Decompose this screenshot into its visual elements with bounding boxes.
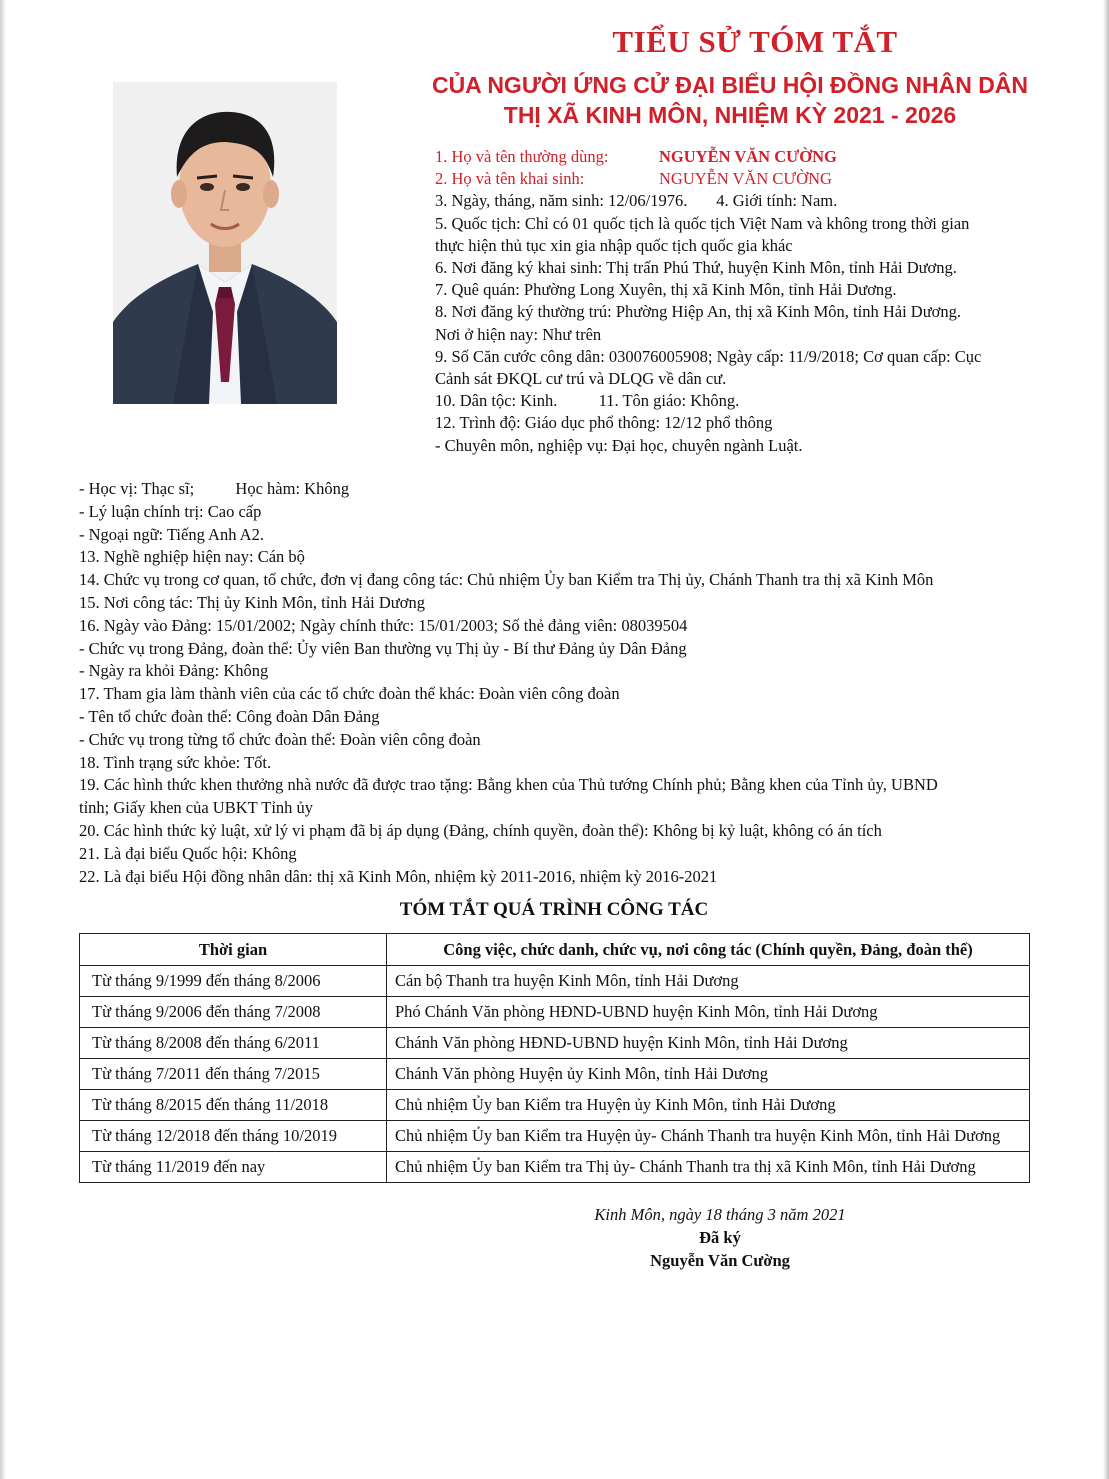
position-cell: Chủ nhiệm Ủy ban Kiểm tra Huyện ủy- Chánh Thanh tra huyện Kinh Môn, tỉnh Hải Dương bbox=[387, 1121, 1030, 1152]
period-cell: Từ tháng 9/1999 đến tháng 8/2006 bbox=[80, 966, 387, 997]
table-row bbox=[80, 966, 1030, 997]
academic-title: Học hàm: Không bbox=[235, 479, 350, 498]
national-assembly-delegate: 21. Là đại biểu Quốc hội: Không bbox=[79, 843, 297, 863]
education-level: 12. Trình độ: Giáo dục phổ thông: 12/12 phổ thông bbox=[435, 413, 773, 433]
position-cell: Chánh Văn phòng Huyện ủy Kinh Môn, tỉnh Hải Dương bbox=[387, 1059, 1030, 1090]
subtitle-line-2: THỊ XÃ KINH MÔN, NHIỆM KỲ 2021 - 2026 bbox=[503, 102, 957, 128]
birth-gender-row bbox=[435, 190, 1035, 212]
other-organizations: 17. Tham gia làm thành viên của các tổ chức đoàn thể khác: Đoàn viên công đoàn bbox=[79, 684, 620, 704]
awards-line-2: tỉnh; Giấy khen của UBKT Tỉnh ủy bbox=[79, 798, 314, 818]
hometown: 7. Quê quán: Phường Long Xuyên, thị xã Kinh Môn, tỉnh Hải Dương. bbox=[435, 280, 897, 300]
name-birth-label: 2. Họ và tên khai sinh: bbox=[435, 169, 585, 189]
health-status: 18. Tình trạng sức khỏe: Tốt. bbox=[79, 752, 272, 772]
party-exit-date: - Ngày ra khỏi Đảng: Không bbox=[79, 661, 269, 681]
signed-note: Đã ký bbox=[699, 1228, 741, 1247]
place-date: Kinh Môn, ngày 18 tháng 3 năm 2021 bbox=[594, 1205, 846, 1224]
degree-row bbox=[79, 478, 1039, 501]
organization-name: - Tên tổ chức đoàn thể: Công đoàn Dân Đảng bbox=[79, 706, 380, 726]
period-cell: Từ tháng 7/2011 đến tháng 7/2015 bbox=[80, 1059, 387, 1090]
name-birth-value: NGUYỄN VĂN CƯỜNG bbox=[659, 169, 832, 189]
period-cell: Từ tháng 8/2008 đến tháng 6/2011 bbox=[80, 1028, 387, 1059]
political-theory: - Lý luận chính trị: Cao cấp bbox=[79, 501, 262, 521]
position-cell: Phó Chánh Văn phòng HĐND-UBND huyện Kinh Môn, tỉnh Hải Dương bbox=[387, 997, 1030, 1028]
page-edge-right bbox=[1103, 0, 1109, 1479]
header-position: Công việc, chức danh, chức vụ, nơi công tác (Chính quyền, Đảng, đoàn thể) bbox=[387, 934, 1030, 966]
ethnicity: 10. Dân tộc: Kinh. bbox=[435, 391, 558, 411]
portrait-photo bbox=[113, 82, 337, 404]
party-membership: 16. Ngày vào Đảng: 15/01/2002; Ngày chính thức: 15/01/2003; Số thẻ đảng viên: 08039504 bbox=[79, 615, 688, 635]
table-row bbox=[80, 1059, 1030, 1090]
table-row bbox=[80, 1090, 1030, 1121]
birth-date: 3. Ngày, tháng, năm sinh: 12/06/1976. bbox=[435, 191, 688, 211]
current-residence: Nơi ở hiện nay: Như trên bbox=[435, 324, 602, 344]
personal-info bbox=[435, 146, 1035, 457]
signer-name: Nguyễn Văn Cường bbox=[650, 1251, 790, 1270]
subtitle-line-1: CỦA NGƯỜI ỨNG CỬ ĐẠI BIỂU HỘI ĐỒNG NHÂN DÂN bbox=[431, 72, 1029, 98]
name-common-value: NGUYỄN VĂN CƯỜNG bbox=[659, 147, 837, 166]
foreign-language: - Ngoại ngữ: Tiếng Anh A2. bbox=[79, 524, 264, 544]
awards-line-1: 19. Các hình thức khen thưởng nhà nước đã được trao tặng: Bằng khen của Thủ tướng Chính phủ; Bằng khen của Tỉnh ủy, UBND bbox=[79, 775, 938, 795]
position-cell: Chủ nhiệm Ủy ban Kiểm tra Huyện ủy Kinh Môn, tỉnh Hải Dương bbox=[387, 1090, 1030, 1121]
current-occupation: 13. Nghề nghiệp hiện nay: Cán bộ bbox=[79, 547, 305, 567]
table-row bbox=[80, 1028, 1030, 1059]
id-card-line-2: Cảnh sát ĐKQL cư trú và DLQG về dân cư. bbox=[435, 369, 727, 389]
permanent-residence: 8. Nơi đăng ký thường trú: Phường Hiệp An, thị xã Kinh Môn, tỉnh Hải Dương. bbox=[435, 302, 962, 322]
page-edge-left bbox=[0, 0, 6, 1479]
current-position: 14. Chức vụ trong cơ quan, tổ chức, đơn vị đang công tác: Chủ nhiệm Ủy ban Kiểm tra Thị ủy, Chánh Thanh tra thị xã Kinh Môn bbox=[79, 570, 934, 590]
ethnicity-religion-row bbox=[435, 390, 1035, 412]
name-common-label: 1. Họ và tên thường dùng: bbox=[435, 147, 609, 166]
organization-position: - Chức vụ trong từng tổ chức đoàn thể: Đoàn viên công đoàn bbox=[79, 729, 481, 749]
period-cell: Từ tháng 11/2019 đến nay bbox=[80, 1152, 387, 1183]
work-history-table bbox=[79, 933, 1030, 1183]
nationality-line-1: 5. Quốc tịch: Chỉ có 01 quốc tịch là quốc tịch Việt Nam và không trong thời gian bbox=[435, 213, 970, 233]
header-period: Thời gian bbox=[80, 934, 387, 966]
signature-block bbox=[560, 1203, 880, 1272]
birth-registration: 6. Nơi đăng ký khai sinh: Thị trấn Phú Thứ, huyện Kinh Môn, tỉnh Hải Dương. bbox=[435, 258, 957, 278]
religion: 11. Tôn giáo: Không. bbox=[598, 391, 740, 411]
document-subtitle bbox=[430, 70, 1030, 130]
council-delegate: 22. Là đại biểu Hội đồng nhân dân: thị xã Kinh Môn, nhiệm kỳ 2011-2016, nhiệm kỳ 2016-2021 bbox=[79, 866, 718, 886]
workplace: 15. Nơi công tác: Thị ủy Kinh Môn, tỉnh Hải Dương bbox=[79, 592, 425, 612]
id-card-line-1: 9. Số Căn cước công dân: 030076005908; Ngày cấp: 11/9/2018; Cơ quan cấp: Cục bbox=[435, 346, 982, 366]
name-birth-row bbox=[435, 168, 1035, 190]
table-row bbox=[80, 1121, 1030, 1152]
table-row bbox=[80, 997, 1030, 1028]
specialization: - Chuyên môn, nghiệp vụ: Đại học, chuyên ngành Luật. bbox=[435, 435, 803, 455]
party-position: - Chức vụ trong Đảng, đoàn thể: Ủy viên Ban thường vụ Thị ủy - Bí thư Đảng ủy Dân Đảng bbox=[79, 638, 687, 658]
work-history-title: TÓM TẮT QUÁ TRÌNH CÔNG TÁC bbox=[399, 899, 709, 920]
portrait-illustration bbox=[113, 82, 337, 404]
discipline: 20. Các hình thức kỷ luật, xử lý vi phạm đã bị áp dụng (Đảng, chính quyền, đoàn thể): Không bị kỷ luật, không có án tích bbox=[79, 820, 882, 840]
period-cell: Từ tháng 8/2015 đến tháng 11/2018 bbox=[80, 1090, 387, 1121]
period-cell: Từ tháng 9/2006 đến tháng 7/2008 bbox=[80, 997, 387, 1028]
academic-degree: - Học vị: Thạc sĩ; bbox=[79, 479, 195, 498]
position-cell: Chánh Văn phòng HĐND-UBND huyện Kinh Môn, tỉnh Hải Dương bbox=[387, 1028, 1030, 1059]
position-cell: Cán bộ Thanh tra huyện Kinh Môn, tỉnh Hải Dương bbox=[387, 966, 1030, 997]
nationality-line-2: thực hiện thủ tục xin gia nhập quốc tịch quốc gia khác bbox=[435, 235, 793, 255]
name-common-row bbox=[435, 146, 1035, 168]
gender: 4. Giới tính: Nam. bbox=[716, 191, 838, 211]
period-cell: Từ tháng 12/2018 đến tháng 10/2019 bbox=[80, 1121, 387, 1152]
document-title: TIỂU SỬ TÓM TẮT bbox=[612, 24, 898, 59]
detail-list bbox=[79, 478, 1039, 888]
position-cell: Chủ nhiệm Ủy ban Kiểm tra Thị ủy- Chánh Thanh tra thị xã Kinh Môn, tỉnh Hải Dương bbox=[387, 1152, 1030, 1183]
table-row bbox=[80, 1152, 1030, 1183]
table-header-row bbox=[80, 934, 1030, 966]
